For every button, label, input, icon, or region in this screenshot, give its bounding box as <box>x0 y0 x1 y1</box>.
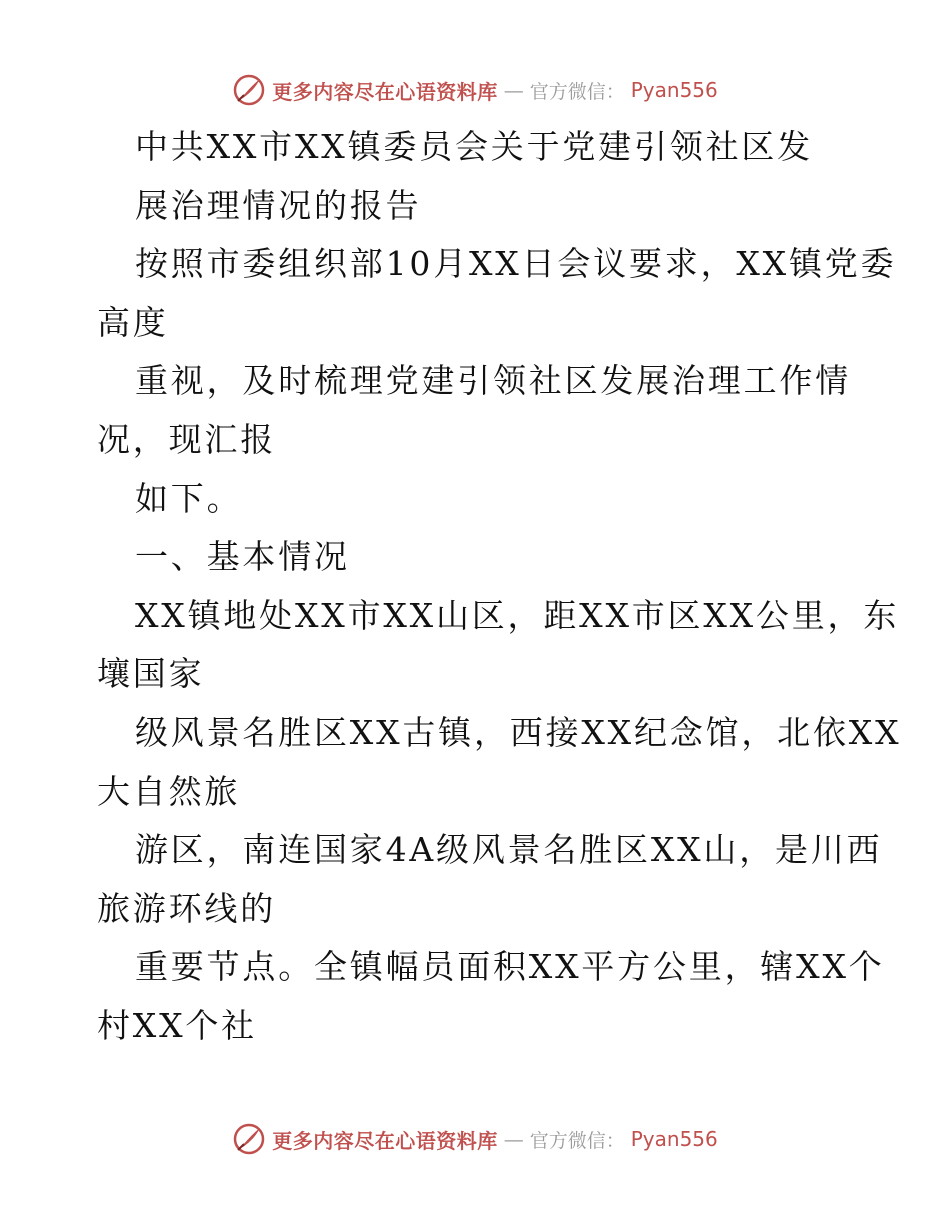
paragraph-line: 况，现汇报 <box>97 419 276 459</box>
document-body <box>0 118 950 1056</box>
watermark-brand: 更多内容尽在心语资料库 <box>272 79 498 104</box>
paragraph-line: 级风景名胜区XX古镇，西接XX纪念馆，北依XX <box>135 712 902 752</box>
watermark-separator: — <box>503 78 524 102</box>
title-line-2: 展治理情况的报告 <box>135 185 422 225</box>
paragraph-line: 村XX个社 <box>97 1005 257 1045</box>
watermark-banner-top <box>0 72 950 108</box>
feather-pen-logo-icon <box>232 1122 266 1156</box>
paragraph-line: 按照市委组织部10月XX日会议要求，XX镇党委 <box>135 244 897 284</box>
feather-pen-logo-icon <box>232 73 266 107</box>
paragraph-line: 旅游环线的 <box>97 888 276 928</box>
watermark-wechat-id: Pyan556 <box>630 78 718 102</box>
paragraph-line: 高度 <box>97 302 169 342</box>
watermark-brand: 更多内容尽在心语资料库 <box>272 1128 498 1153</box>
watermark-wechat-id: Pyan556 <box>630 1127 718 1151</box>
watermark-separator: — <box>503 1127 524 1151</box>
paragraph-line: 重视，及时梳理党建引领社区发展治理工作情 <box>135 361 851 401</box>
watermark-banner-bottom <box>0 1121 950 1157</box>
paragraph-line: 如下。 <box>135 478 243 518</box>
paragraph-line: 壤国家 <box>97 654 205 694</box>
paragraph-line: 游区，南连国家4A级风景名胜区XX山，是川西 <box>135 830 883 870</box>
watermark-wechat-label: 官方微信： <box>529 1129 625 1152</box>
section-heading: 一、基本情况 <box>135 537 350 577</box>
paragraph-line: 重要节点。全镇幅员面积XX平方公里，辖XX个 <box>135 947 885 987</box>
paragraph-line: 大自然旅 <box>97 771 241 811</box>
paragraph-line: XX镇地处XX市XX山区，距XX市区XX公里，东 <box>135 595 900 635</box>
watermark-wechat-label: 官方微信： <box>529 80 625 103</box>
title-line-1: 中共XX市XX镇委员会关于党建引领社区发 <box>135 127 813 166</box>
